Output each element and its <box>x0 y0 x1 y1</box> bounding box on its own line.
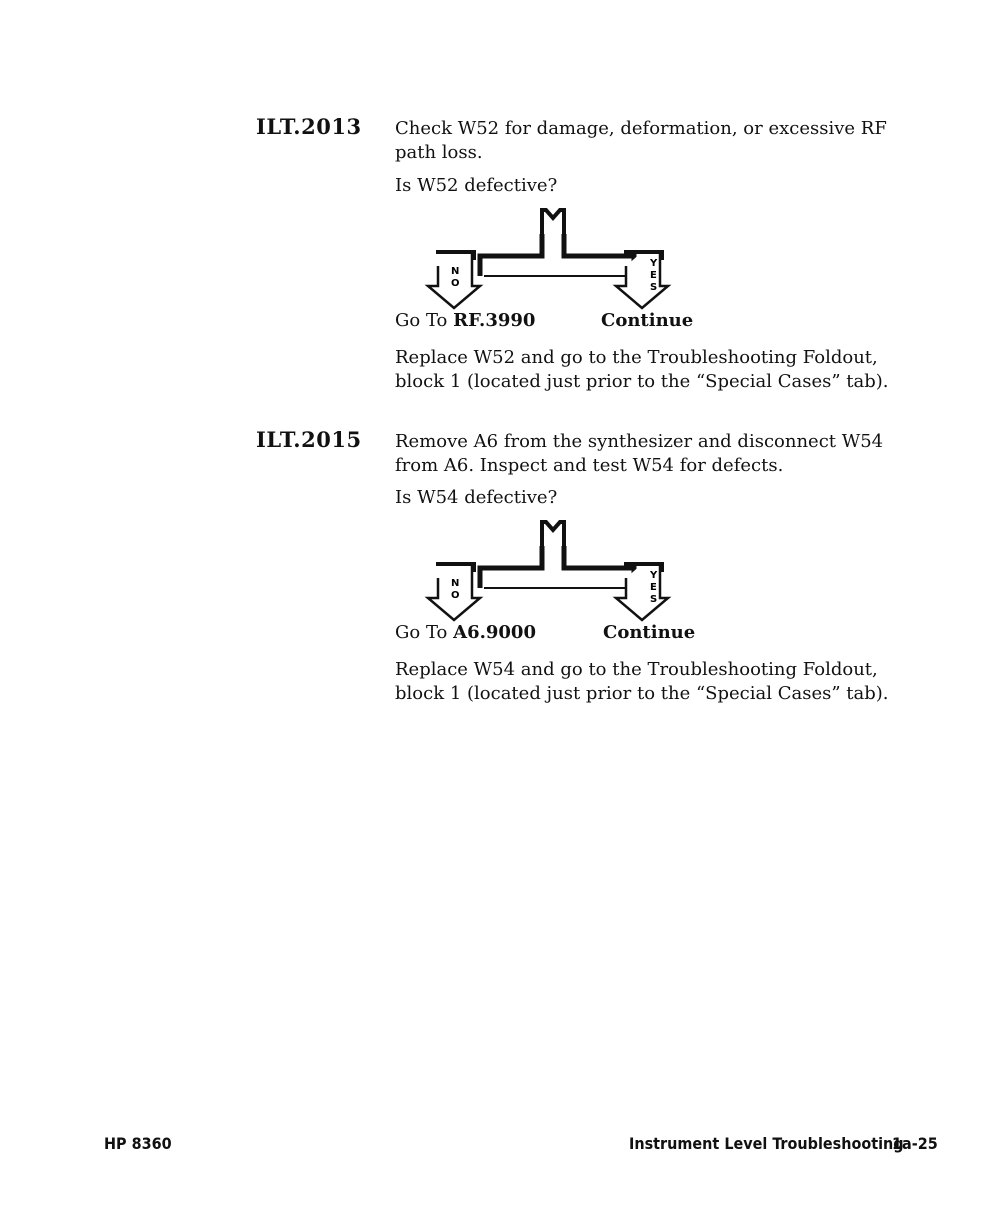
no-branch-prefix: Go To <box>395 310 448 331</box>
no-letter-n: N <box>451 266 460 277</box>
no-branch <box>395 622 536 644</box>
yes-letter-s: S <box>650 594 658 605</box>
step-followup: Replace W52 and go to the Troubleshooting Foldout, block 1 (located just prior to the “Special Cases” tab). <box>395 347 889 392</box>
step-instruction: Remove A6 from the synthesizer and disconnect W54 from A6. Inspect and test W54 for defects. <box>395 431 884 476</box>
no-letter-n: N <box>451 578 460 589</box>
step-id: ILT.2013 <box>256 114 362 139</box>
no-branch <box>395 310 535 332</box>
footer-product: HP 8360 <box>104 1134 172 1153</box>
step-question: Is W52 defective? <box>395 175 558 196</box>
decision-flowchart <box>424 204 694 314</box>
no-branch-target-link[interactable]: RF.3990 <box>453 310 536 331</box>
yes-letter-y: Y <box>650 258 658 269</box>
yes-branch <box>603 622 695 644</box>
yes-letter-s: S <box>650 282 658 293</box>
footer-section-title: Instrument Level Troubleshooting <box>629 1134 904 1153</box>
yes-branch-action: Continue <box>601 310 694 331</box>
yes-letter-e: E <box>650 582 657 593</box>
decision-flowchart <box>424 516 694 626</box>
step-id: ILT.2015 <box>256 427 362 452</box>
yes-letter-e: E <box>650 270 657 281</box>
no-branch-prefix: Go To <box>395 622 448 643</box>
no-branch-target-link[interactable]: A6.9000 <box>453 622 536 643</box>
step-question: Is W54 defective? <box>395 487 558 508</box>
decision-arrows-icon <box>424 516 694 626</box>
yes-branch-action: Continue <box>603 622 696 643</box>
step-followup: Replace W54 and go to the Troubleshooting Foldout, block 1 (located just prior to the “Special Cases” tab). <box>395 659 889 704</box>
yes-letter-y: Y <box>650 570 658 581</box>
step-instruction: Check W52 for damage, deformation, or excessive RF path loss. <box>395 118 887 163</box>
yes-branch <box>601 310 693 332</box>
decision-arrows-icon <box>424 204 694 314</box>
no-letter-o: O <box>451 278 460 289</box>
no-letter-o: O <box>451 590 460 601</box>
footer-page-number: 1a-25 <box>892 1134 938 1153</box>
